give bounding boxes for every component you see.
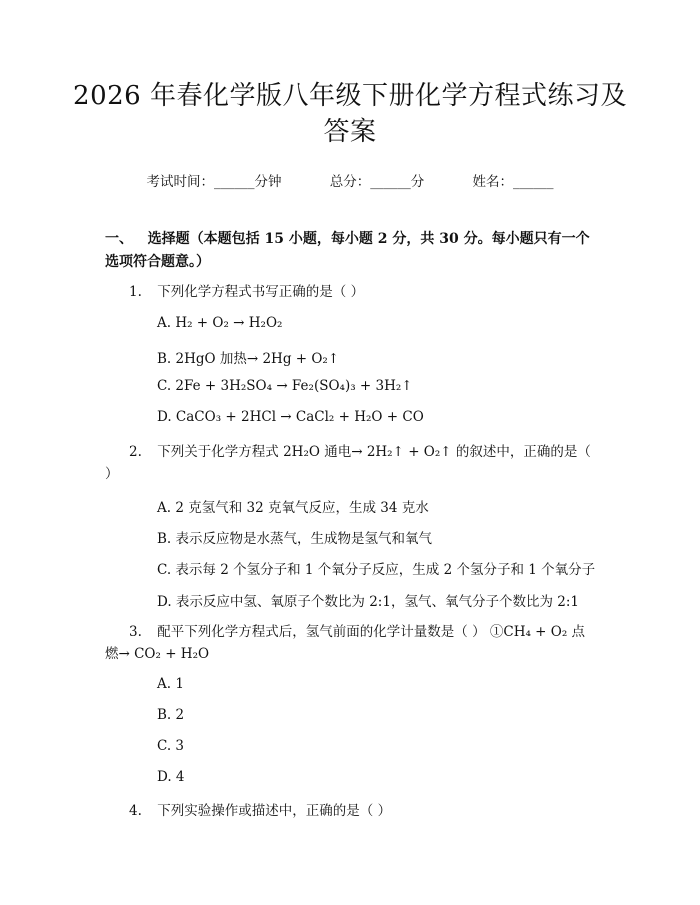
document-title: 2026 年春化学版八年级下册化学方程式练习及答案 — [73, 81, 627, 147]
option-2c: C. 表示每 2 个氢分子和 1 个氧分子反应，生成 2 个氢分子和 1 个氧分子 — [157, 562, 596, 578]
option-3d: D. 4 — [157, 769, 185, 785]
question-stem: 下列关于化学方程式 2H₂O 通电→ 2H₂↑ + O₂↑ 的叙述中，正确的是（ ） — [105, 444, 591, 482]
section-heading-text: 选择题（本题包括 15 小题，每小题 2 分，共 30 分。每小题只有一个选项符合题意。） — [105, 231, 590, 270]
option-2b: B. 表示反应物是水蒸气，生成物是氢气和氧气 — [157, 531, 433, 547]
option-1c: C. 2Fe + 3H₂SO₄ → Fe₂(SO₄)₃ + 3H₂↑ — [157, 378, 413, 394]
question-number: 4. — [129, 803, 142, 819]
question-3 — [105, 621, 595, 665]
question-4 — [105, 800, 595, 822]
question-number: 1. — [129, 284, 142, 300]
option-3a: A. 1 — [157, 676, 184, 692]
student-name-field: 姓名：______ — [472, 174, 554, 190]
question-1 — [105, 281, 595, 303]
option-3c: C. 3 — [157, 738, 185, 754]
question-stem: 下列实验操作或描述中，正确的是（ ） — [157, 803, 392, 819]
section-heading — [105, 228, 595, 274]
exam-time-field: 考试时间：______分钟 — [146, 174, 282, 190]
total-score-field: 总分：______分 — [329, 174, 425, 190]
option-1d: D. CaCO₃ + 2HCl → CaCl₂ + H₂O + CO — [157, 409, 424, 425]
question-stem: 配平下列化学方程式后，氢气前面的化学计量数是（ ） ①CH₄ + O₂ 点燃→ CO₂ + H₂O — [105, 624, 586, 662]
question-number: 3. — [129, 624, 142, 640]
option-1a: A. H₂ + O₂ → H₂O₂ — [157, 315, 283, 331]
question-number: 2. — [129, 444, 142, 460]
option-2d: D. 表示反应中氢、氧原子个数比为 2:1，氢气、氧气分子个数比为 2:1 — [157, 594, 579, 610]
option-3b: B. 2 — [157, 707, 185, 723]
option-2a: A. 2 克氢气和 32 克氧气反应，生成 34 克水 — [157, 500, 429, 516]
option-1b: B. 2HgO 加热→ 2Hg + O₂↑ — [157, 351, 340, 367]
question-stem: 下列化学方程式书写正确的是（ ） — [157, 284, 365, 300]
question-2 — [105, 441, 595, 485]
section-marker: 一、 — [105, 231, 133, 247]
exam-info-line — [0, 170, 700, 190]
